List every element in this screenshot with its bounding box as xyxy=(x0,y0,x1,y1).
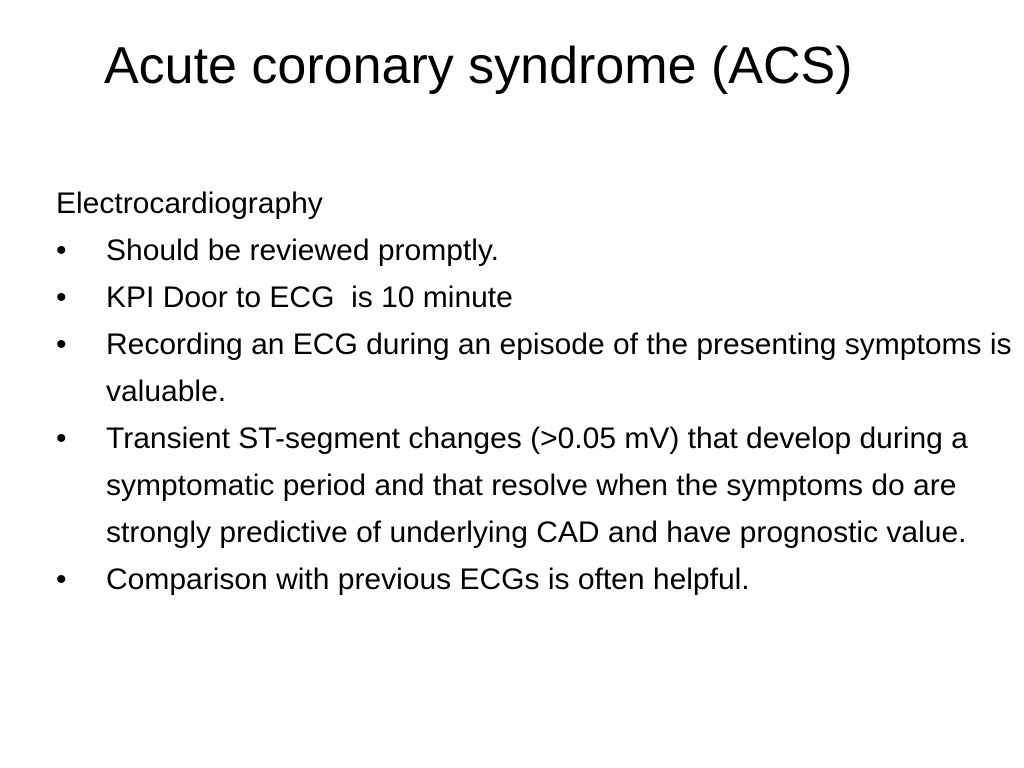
section-heading: Electrocardiography xyxy=(56,187,323,220)
bullet-item xyxy=(56,274,1016,321)
bullet-list xyxy=(56,227,1016,603)
slide-title: Acute coronary syndrome (ACS) xyxy=(104,37,853,95)
bullet-text: Comparison with previous ECGs is often helpful. xyxy=(106,563,750,596)
slide-content xyxy=(56,180,1016,603)
bullet-text: Should be reviewed promptly. xyxy=(106,234,499,267)
bullet-item xyxy=(56,415,1016,556)
bullet-icon: • xyxy=(56,328,67,361)
bullet-text: KPI Door to ECG is 10 minute xyxy=(106,281,513,314)
bullet-icon: • xyxy=(56,281,67,314)
bullet-icon: • xyxy=(56,563,67,596)
bullet-item xyxy=(56,227,1016,274)
bullet-icon: • xyxy=(56,234,67,267)
bullet-text: Recording an ECG during an episode of the presenting symptoms is valuable. xyxy=(106,328,1012,408)
bullet-item xyxy=(56,556,1016,603)
bullet-text: Transient ST-segment changes (>0.05 mV) that develop during a symptomatic period and that resolve when the symptoms do are strongly predictive of underlying CAD and have prognostic value. xyxy=(106,422,968,549)
bullet-icon: • xyxy=(56,422,67,455)
bullet-item xyxy=(56,321,1016,415)
